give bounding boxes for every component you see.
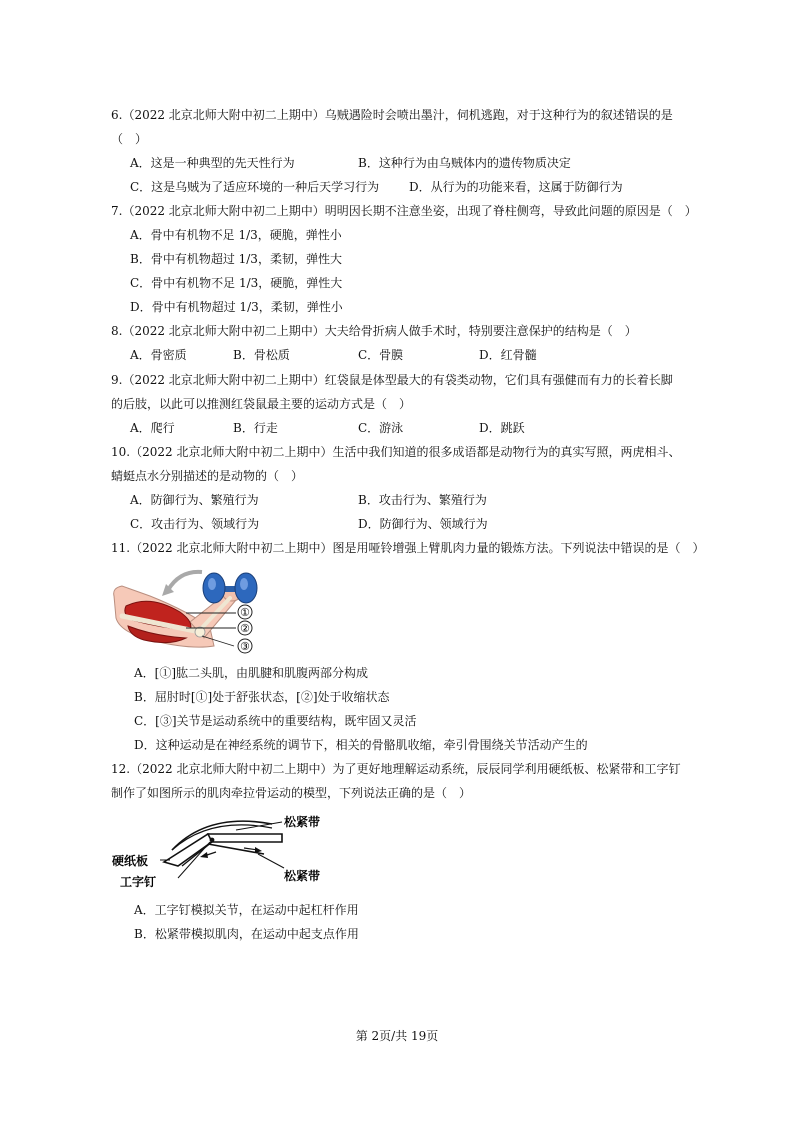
q9-option-b: B．行走 — [233, 421, 278, 435]
q8-option-d: D．红骨髓 — [479, 348, 537, 362]
q11-option-b: B．屈肘时[①]处于舒张状态，[②]处于收缩状态 — [134, 690, 390, 704]
q12-label-band-top: 松紧带 — [284, 815, 321, 829]
q8-option-b: B．骨松质 — [233, 348, 290, 362]
q7-stem: 7.（2022 北京北师大附中初二上期中）明明因长期不注意坐姿，出现了脊柱侧弯，导致此问题的原因是（ ） — [111, 204, 697, 218]
q6-stem-cont: （ ） — [111, 132, 148, 146]
q10-stem-cont: 蜻蜓点水分别描述的是动物的（ ） — [111, 469, 304, 483]
q7-option-d: D．骨中有机物超过 1/3，柔韧，弹性小 — [130, 300, 343, 314]
q7-option-c: C．骨中有机物不足 1/3，硬脆，弹性大 — [130, 276, 343, 290]
q11-option-c: C．[③]关节是运动系统中的重要结构，既牢固又灵活 — [134, 714, 417, 728]
q11-label-3: ③ — [240, 640, 250, 653]
q11-option-d: D．这种运动是在神经系统的调节下，相关的骨骼肌收缩，牵引骨围绕关节活动产生的 — [134, 738, 588, 752]
q12-option-b: B．松紧带模拟肌肉，在运动中起支点作用 — [134, 927, 359, 941]
q6-option-c: C．这是乌贼为了适应环境的一种后天学习行为 — [130, 180, 380, 194]
page-number-footer: 第 2页/共 19页 — [355, 1029, 439, 1043]
q10-option-b: B．攻击行为、繁殖行为 — [358, 493, 487, 507]
q6-option-a: A．这是一种典型的先天性行为 — [130, 156, 295, 170]
q7-option-a: A．骨中有机物不足 1/3，硬脆，弹性小 — [130, 228, 342, 242]
q11-label-2: ② — [240, 622, 250, 635]
q11-option-a: A．[①]肱二头肌，由肌腱和肌腹两部分构成 — [134, 666, 369, 680]
q10-option-c: C．攻击行为、领域行为 — [130, 517, 260, 531]
q9-stem: 9.（2022 北京北师大附中初二上期中）红袋鼠是体型最大的有袋类动物，它们具有强健而有力的长着长脚 — [111, 373, 673, 387]
q11-stem: 11.（2022 北京北师大附中初二上期中）图是用哑铃增强上臂肌肉力量的锻炼方法。下列说法中错误的是（ ） — [111, 541, 705, 555]
q6-option-b: B．这种行为由乌贼体内的遗传物质决定 — [358, 156, 571, 170]
q8-option-c: C．骨膜 — [358, 348, 404, 362]
q10-option-a: A．防御行为、繁殖行为 — [130, 493, 259, 507]
q12-stem: 12.（2022 北京北师大附中初二上期中）为了更好地理解运动系统，辰辰同学利用硬纸板、松紧带和工字钉 — [111, 762, 681, 776]
q8-stem: 8.（2022 北京北师大附中初二上期中）大夫给骨折病人做手术时，特别要注意保护的结构是（ ） — [111, 324, 637, 338]
q9-stem-cont: 的后肢，以此可以推测红袋鼠最主要的运动方式是（ ） — [111, 397, 412, 411]
q8-option-a: A．骨密质 — [130, 348, 187, 362]
q12-option-a: A．工字钉模拟关节，在运动中起杠杆作用 — [134, 903, 359, 917]
q12-label-board: 硬纸板 — [112, 854, 149, 868]
q10-stem: 10.（2022 北京北师大附中初二上期中）生活中我们知道的很多成语都是动物行为的真实写照，两虎相斗、 — [111, 445, 681, 459]
q7-option-b: B．骨中有机物超过 1/3，柔韧，弹性大 — [130, 252, 342, 266]
q10-option-d: D．防御行为、领域行为 — [358, 517, 488, 531]
q12-label-band-bottom: 松紧带 — [284, 869, 321, 883]
q11-arm-dumbbell-figure — [110, 566, 270, 658]
q12-muscle-bone-model-figure — [112, 810, 362, 890]
q9-option-a: A．爬行 — [130, 421, 175, 435]
q12-label-pin: 工字钉 — [120, 875, 157, 889]
q9-option-c: C．游泳 — [358, 421, 404, 435]
q6-stem: 6.（2022 北京北师大附中初二上期中）乌贼遇险时会喷出墨汁，伺机逃跑，对于这种行为的叙述错误的是 — [111, 108, 673, 122]
q11-label-1: ① — [240, 606, 250, 619]
q6-option-d: D．从行为的功能来看，这属于防御行为 — [409, 180, 623, 194]
q9-option-d: D．跳跃 — [479, 421, 525, 435]
q12-stem-cont: 制作了如图所示的肌肉牵拉骨运动的模型，下列说法正确的是（ ） — [111, 786, 472, 800]
